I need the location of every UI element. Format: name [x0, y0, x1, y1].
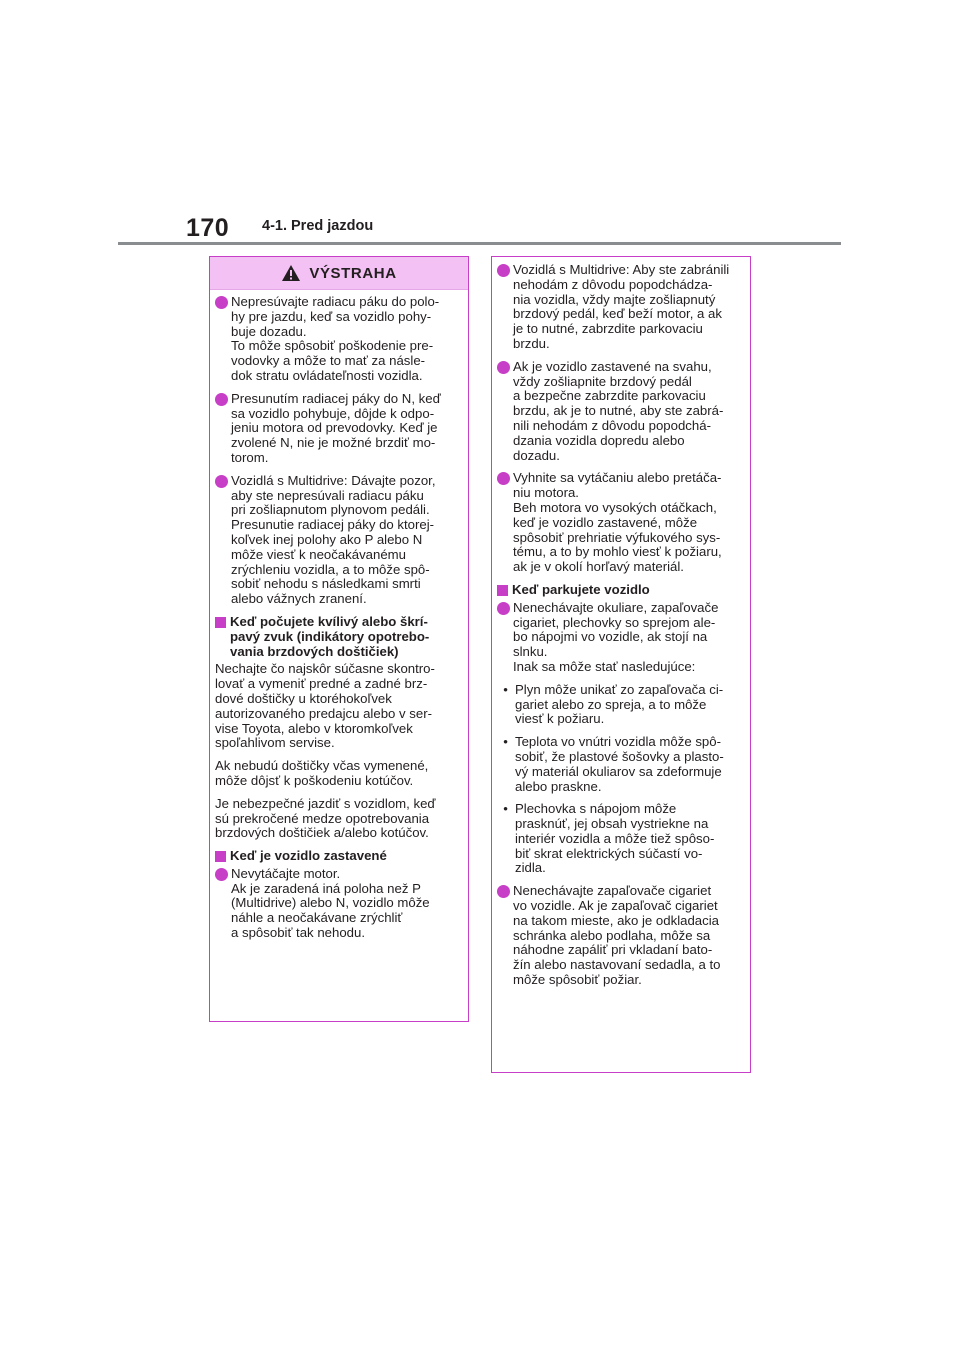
sub-bullet: •: [503, 801, 508, 817]
list-item: [215, 867, 462, 941]
bullet-square-icon: [215, 617, 226, 628]
subsection-heading: [497, 583, 744, 598]
sub-list-item-text: Plyn môže unikať zo zapaľovača ci- gariet alebo zo spreja, a to môže viesť k požiaru.: [515, 681, 724, 727]
paragraph: Nechajte čo najskôr súčasne skontro- lovať a vymeniť predné a zadné brz- dové doštičky u ktoréhokoľvek autorizovaného predajcu alebo v ser- vise Toyota, alebo v ktoromkoľvek spoľahlivom servise.: [215, 661, 435, 751]
sub-list-item: [497, 802, 744, 876]
warning-header: [210, 257, 468, 290]
warning-content: [492, 257, 750, 1000]
sub-list-item-text: Teplota vo vnútri vozidla môže spô- sobiť, že plastové šošovky a plasto- vý materiál okuliarov sa zdeformuje alebo praskne.: [515, 734, 724, 794]
bullet-dot-icon: [497, 602, 510, 615]
warning-box: [209, 256, 469, 1022]
bullet-square-icon: [215, 851, 226, 862]
page-number: 170: [186, 214, 230, 242]
list-item-text: Presunutím radiacej páky do N, keď sa vozidlo pohybuje, dôjde k odpo- jeniu motora od prevodovky. Keď je zvolené N, nie je možné brzdiť mo- torom.: [231, 390, 441, 465]
subsection-heading: [215, 849, 462, 864]
bullet-dot-icon: [497, 264, 510, 277]
list-item-text: Vozidlá s Multidrive: Aby ste zabránili nehodám z dôvodu popodchádza- nia vozidla, vždy majte zošliapnutý brzdový pedál, keď beží motor, a ak je to nutné, zabrzdite parkovaciu brzdu.: [513, 262, 730, 351]
list-item: [497, 360, 744, 464]
sub-list-item: [497, 735, 744, 794]
sub-list-item-text: Plechovka s nápojom môže prasknúť, jej obsah vystriekne na interiér vozidla a môže tiež spôso- biť skrat elektrických súčastí vo- zidla.: [515, 801, 715, 876]
header-rule: [118, 242, 841, 245]
bullet-dot-icon: [215, 393, 228, 406]
paragraph: Je nebezpečné jazdiť s vozidlom, keď sú prekročené medze opotrebovania brzdových doštičiek a/alebo kotúčov.: [215, 795, 436, 841]
warning-title: VÝSTRAHA: [309, 264, 397, 282]
section-title: 4-1. Pred jazdou: [262, 218, 374, 234]
bullet-dot-icon: [215, 296, 228, 309]
sub-list-item: [497, 683, 744, 727]
bullet-dot-icon: [215, 475, 228, 488]
subsection-heading-text: Keď je vozidlo zastavené: [230, 848, 387, 864]
list-item: [215, 474, 462, 607]
list-item: [497, 471, 744, 575]
subsection-heading-text: Keď počujete kvílivý alebo škrí- pavý zvuk (indikátory opotrebo- vania brzdových doštičiek): [230, 613, 430, 659]
list-item: [215, 295, 462, 384]
warning-box-continued: [491, 256, 751, 1073]
list-item-text: Vyhnite sa vytáčaniu alebo pretáča- niu motora. Beh motora vo vysokých otáčkach, keď je vozidlo zastavené, môže spôsobiť prehriatie výfukového sys- tému, a to by mohlo viesť k požiaru, ak je v okolí horľavý materiál.: [513, 470, 722, 575]
sub-bullet: •: [503, 734, 508, 750]
list-item-text: Nevytáčajte motor. Ak je zaradená iná poloha než P (Multidrive) alebo N, vozidlo môže náhle a neočakávane zrýchliť a spôsobiť tak nehodu.: [231, 865, 430, 941]
bullet-square-icon: [497, 585, 508, 596]
list-item: [497, 884, 744, 988]
paragraph: Ak nebudú doštičky včas vymenené, môže dôjsť k poškodeniu kotúčov.: [215, 758, 429, 788]
subsection-heading-text: Keď parkujete vozidlo: [512, 581, 650, 597]
warning-triangle-icon: [281, 264, 301, 282]
subsection-heading: [215, 615, 462, 659]
list-item-text: Vozidlá s Multidrive: Dávajte pozor, aby ste nepresúvali radiacu páku pri zošliapnutom plynovom pedáli. Presunutie radiacej páky do ktorej- koľvek inej polohy ako P alebo N môže viesť k neočakávanému zrýchleniu vozidla, a to môže spô- sobiť nehodu s následkami smrti alebo vážnych zranení.: [231, 472, 436, 607]
bullet-dot-icon: [215, 868, 228, 881]
bullet-dot-icon: [497, 361, 510, 374]
list-item-text: Nenechávajte zapaľovače cigariet vo vozidle. Ak je zapaľovač cigariet na takom mieste, ako je odkladacia schránka alebo podlaha, môže sa náhodne zapáliť pri vkladaní bato- žín alebo nastavovaní sedadla, a to môže spôsobiť požiar.: [513, 883, 721, 988]
warning-content: [210, 290, 468, 953]
list-item: [497, 601, 744, 675]
bullet-dot-icon: [497, 885, 510, 898]
list-item: [215, 392, 462, 466]
sub-bullet: •: [503, 681, 508, 697]
list-item-text: Nepresúvajte radiacu páku do polo- hy pre jazdu, keď sa vozidlo pohy- buje dozadu. To môže spôsobiť poškodenie pre- vodovky a môže to mať za násle- dok stratu ovládateľnosti vozidla.: [231, 294, 440, 383]
list-item: [497, 263, 744, 352]
list-item-text: Nenechávajte okuliare, zapaľovače cigariet, plechovky so sprejom ale- bo nápojmi vo vozidle, ak stojí na slnku. Inak sa môže stať nasledujúce:: [513, 599, 719, 674]
bullet-dot-icon: [497, 472, 510, 485]
list-item-text: Ak je vozidlo zastavené na svahu, vždy zošliapnite brzdový pedál a bezpečne zabrzdite parkovaciu brzdu, ak je to nutné, aby ste zabrá- nili nehodám z dôvodu popodchá- dzania vozidla dopredu alebo dozadu.: [513, 358, 724, 463]
